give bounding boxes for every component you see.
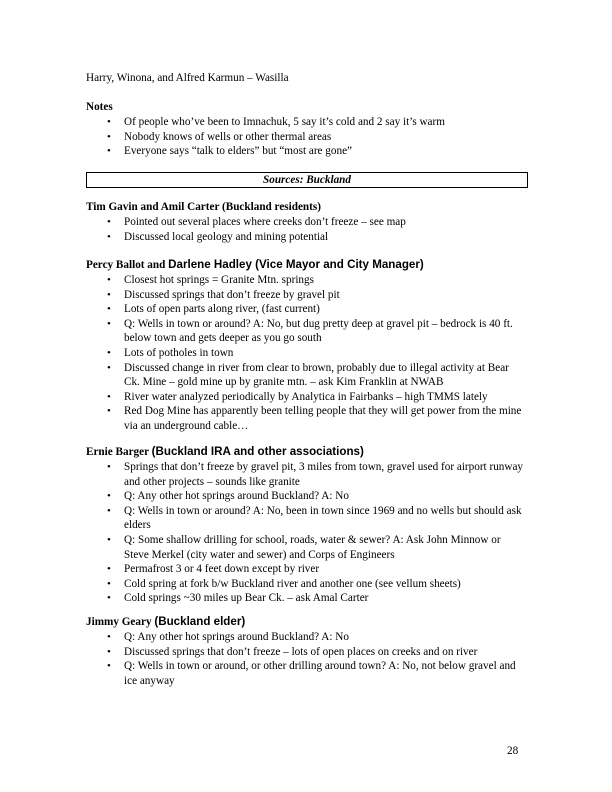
notes-heading: Notes [86, 101, 113, 113]
list-item: • Q: Wells in town or around? A: No, but dug pretty deep at gravel pit – bedrock is 40 ft. below town and gets deeper as you go south [86, 317, 524, 346]
page-number: 28 [507, 745, 519, 757]
notes-list [86, 115, 524, 159]
heading-sans: Darlene Hadley (Vice Mayor and City Manager) [168, 258, 424, 271]
intro-line: Harry, Winona, and Alfred Karmun – Wasilla [86, 72, 289, 84]
list-item: • Springs that don’t freeze by gravel pit, 3 miles from town, gravel used for airport runway and other projects – sounds like granite [86, 460, 524, 489]
list-item: • Closest hot springs = Granite Mtn. springs [86, 273, 524, 288]
list-item: • Everyone says “talk to elders” but “most are gone” [86, 144, 524, 159]
heading-serif: Ernie Barger [86, 446, 149, 458]
section-list-percy-ballot [86, 273, 524, 434]
list-item: • Discussed springs that don’t freeze by gravel pit [86, 288, 524, 303]
section-list-jimmy-geary [86, 630, 524, 688]
heading-serif: Tim Gavin and Amil Carter (Buckland residents) [86, 201, 321, 213]
section-heading-percy-ballot [86, 258, 424, 273]
list-item: • Discussed local geology and mining potential [86, 230, 524, 245]
list-item: • Nobody knows of wells or other thermal areas [86, 130, 524, 145]
list-item: • Q: Some shallow drilling for school, roads, water & sewer? A: Ask John Minnow or Steve Merkel (city water and sewer) and Corps of Engineers [86, 533, 524, 562]
list-item: • Red Dog Mine has apparently been telling people that they will get power from the mine via an underground cable… [86, 404, 524, 433]
list-item: • Permafrost 3 or 4 feet down except by river [86, 562, 524, 577]
section-list-tim-gavin [86, 215, 524, 244]
list-item: • Discussed springs that don’t freeze – lots of open places on creeks and on river [86, 645, 524, 660]
heading-sans: (Buckland elder) [154, 615, 246, 628]
list-item: • River water analyzed periodically by Analytica in Fairbanks – high TMMS lately [86, 390, 524, 405]
list-item: • Cold springs ~30 miles up Bear Ck. – ask Amal Carter [86, 591, 524, 606]
list-item: • Q: Any other hot springs around Buckland? A: No [86, 630, 524, 645]
list-item: • Lots of open parts along river, (fast current) [86, 302, 524, 317]
heading-serif: Jimmy Geary [86, 616, 152, 628]
heading-serif: Percy Ballot and [86, 259, 166, 271]
section-heading-jimmy-geary [86, 615, 245, 630]
section-list-ernie-barger [86, 460, 524, 606]
heading-sans: (Buckland IRA and other associations) [151, 445, 364, 458]
list-item: • Of people who’ve been to Imnachuk, 5 say it’s cold and 2 say it’s warm [86, 115, 524, 130]
list-item: • Q: Any other hot springs around Buckland? A: No [86, 489, 524, 504]
list-item: • Lots of potholes in town [86, 346, 524, 361]
list-item: • Cold spring at fork b/w Buckland river and another one (see vellum sheets) [86, 577, 524, 592]
section-heading-ernie-barger [86, 445, 364, 460]
list-item: • Q: Wells in town or around, or other drilling around town? A: No, not below gravel and ice anyway [86, 659, 524, 688]
list-item: • Q: Wells in town or around? A: No, been in town since 1969 and no wells but should ask elders [86, 504, 524, 533]
sources-banner: Sources: Buckland [86, 172, 528, 188]
list-item: • Pointed out several places where creeks don’t freeze – see map [86, 215, 524, 230]
list-item: • Discussed change in river from clear to brown, probably due to illegal activity at Bear Ck. Mine – gold mine up by granite mtn. – ask Kim Franklin at NWAB [86, 361, 524, 390]
section-heading-tim-gavin [86, 200, 321, 215]
